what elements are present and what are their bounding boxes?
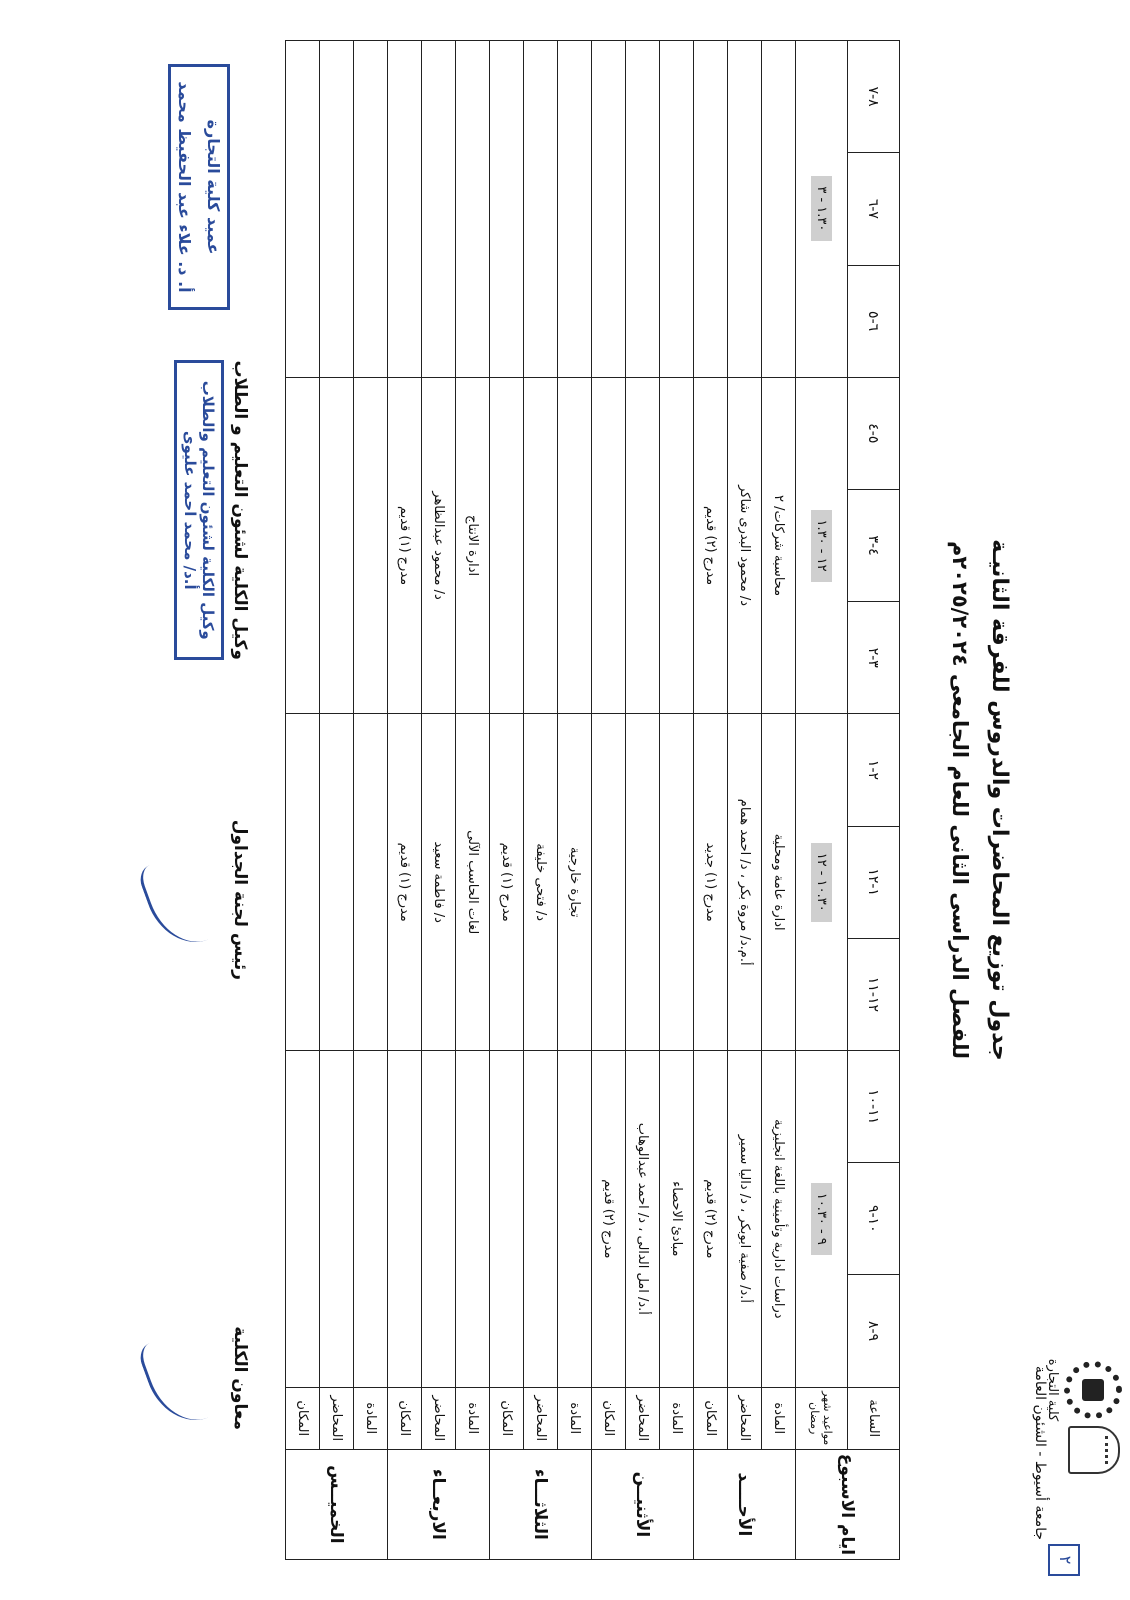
slot-lecturer — [320, 714, 354, 1051]
slot-place: مدرج (١) قديم — [388, 714, 422, 1051]
slot-subject — [354, 714, 388, 1051]
slot-lecturer — [524, 377, 558, 714]
slot-place: مدرج (١) قديم — [388, 377, 422, 714]
row-label-subject: المادة — [660, 1387, 694, 1449]
slot-place — [592, 41, 626, 378]
slot-subject — [354, 377, 388, 714]
hour-cell: ٤-٣ — [848, 489, 900, 601]
day-row-lecturer — [422, 41, 456, 1560]
page-subtitle: للفصل الدراسى الثانى للعام الجامعى ٢٠٢٥/٢٠٢٤م — [948, 540, 972, 1060]
slot-subject — [456, 41, 490, 378]
slot-subject: ادارة الانتاج — [456, 377, 490, 714]
day-row-place — [388, 41, 422, 1560]
day-row-lecturer — [524, 41, 558, 1560]
page-number: ٢ — [1048, 1544, 1080, 1576]
day-row-subject — [558, 41, 592, 1560]
slot-subject — [660, 41, 694, 378]
slot-lecturer — [320, 41, 354, 378]
row-label-place: المكان — [592, 1387, 626, 1449]
slot-lecturer — [626, 714, 660, 1051]
slot-lecturer — [524, 1051, 558, 1388]
slot-subject — [660, 714, 694, 1051]
slot-place — [592, 714, 626, 1051]
slot-place — [286, 377, 320, 714]
slot-place — [490, 41, 524, 378]
slot-subject — [354, 1051, 388, 1388]
day-name: الاربعــاء — [388, 1449, 490, 1559]
hour-cell: ١٢-١١ — [848, 938, 900, 1050]
slot-subject — [558, 41, 592, 378]
row-label-place: المكان — [286, 1387, 320, 1449]
row-label-place: المكان — [694, 1387, 728, 1449]
slot-lecturer — [728, 41, 762, 378]
slot-subject — [660, 377, 694, 714]
row-label-place: المكان — [388, 1387, 422, 1449]
hour-cell: ١-١٢ — [848, 826, 900, 938]
hour-cell: ٦-٥ — [848, 265, 900, 377]
row-label-lecturer: المحاضر — [626, 1387, 660, 1449]
slot-place — [694, 41, 728, 378]
row-label-lecturer: المحاضر — [728, 1387, 762, 1449]
slot-subject — [558, 1051, 592, 1388]
slot-place: مدرج (١) قديم — [490, 714, 524, 1051]
hour-cell: ٥-٤ — [848, 377, 900, 489]
slot-subject: محاسبة شركات/ ٢ — [762, 377, 796, 714]
slot-subject — [354, 41, 388, 378]
slot-lecturer: د/ محمود عبدالظاهر — [422, 377, 456, 714]
faculty-logo — [1045, 1330, 1122, 1450]
ramadan-label: مواعيد شهر رمضان — [796, 1387, 848, 1449]
slot-place — [490, 377, 524, 714]
slot-lecturer — [422, 1051, 456, 1388]
corner-label: ايام الاسبوع — [796, 1449, 900, 1559]
vice-dean-stamp: وكيل الكلية لشئون التعليم والطلاب أ.د/ محمد احمد عليوى — [174, 360, 224, 660]
slot-lecturer: د/ محمود البدرى شاكر — [728, 377, 762, 714]
row-label-subject: المادة — [558, 1387, 592, 1449]
slot-lecturer — [626, 41, 660, 378]
ramadan-time: ١.٣٠ - ٣ — [796, 41, 848, 378]
slot-subject: تجارة خارجية — [558, 714, 592, 1051]
hour-label: الساعة — [848, 1387, 900, 1449]
slot-subject: مبادئ الاحصاء — [660, 1051, 694, 1388]
hour-cell: ٢-١ — [848, 714, 900, 826]
slot-lecturer: أ.د/ صفية ابوبكر ، د/ داليا سمير — [728, 1051, 762, 1388]
day-name: الثلاثـــاء — [490, 1449, 592, 1559]
hour-cell: ٩-٨ — [848, 1275, 900, 1387]
vice-dean-signature: معاون الكلية — [149, 1326, 250, 1430]
day-name: الأثنيــن — [592, 1449, 694, 1559]
slot-subject — [456, 1051, 490, 1388]
signature-scribble-icon — [136, 845, 235, 955]
day-row-lecturer — [626, 41, 660, 1560]
day-row-place — [592, 41, 626, 1560]
slot-place: مدرج (٢) قديم — [592, 1051, 626, 1388]
slot-lecturer — [320, 1051, 354, 1388]
slot-lecturer: أ.د/ امل الدالى ، د/ احمد عبدالوهاب — [626, 1051, 660, 1388]
hour-cell: ٧-٦ — [848, 153, 900, 265]
faculty-name: كلية التجارة — [1045, 1358, 1060, 1422]
slot-subject: لغات الحاسب الآلى — [456, 714, 490, 1051]
slot-lecturer: د/ فتحى خليفة — [524, 714, 558, 1051]
hour-cell: ١٠-٩ — [848, 1163, 900, 1275]
slot-subject — [558, 377, 592, 714]
day-row-place — [286, 41, 320, 1560]
slot-place: مدرج (٢) قديم — [694, 1051, 728, 1388]
slot-place — [592, 377, 626, 714]
slot-lecturer: د/ فاطمة سعيد — [422, 714, 456, 1051]
slot-place: مدرج (٢) قديم — [694, 377, 728, 714]
day-row-subject — [762, 41, 796, 1560]
ramadan-time: ٩ - ١٠.٣٠ — [796, 1051, 848, 1388]
slot-place: مدرج (١) جديد — [694, 714, 728, 1051]
slot-subject: ادارة عامة ومحلية — [762, 714, 796, 1051]
day-row-subject — [354, 41, 388, 1560]
vice-dean-education-signature: وكيل الكلية لشئون التعليم و الطلاب وكيل الكلية لشئون التعليم والطلاب أ.د/ محمد احمد عليوى — [174, 360, 250, 660]
row-label-lecturer: المحاضر — [524, 1387, 558, 1449]
hours-row — [848, 41, 900, 1560]
day-name: الأحــــد — [694, 1449, 796, 1559]
slot-place — [490, 1051, 524, 1388]
page-title: جدول توزيع المحاضرات والدروس للفرقة الثانيـة — [987, 539, 1012, 1061]
row-label-place: المكان — [490, 1387, 524, 1449]
day-row-place — [694, 41, 728, 1560]
row-label-subject: المادة — [762, 1387, 796, 1449]
committee-head-signature: رئيس لجنة الجداول — [149, 820, 250, 980]
slot-place — [286, 41, 320, 378]
row-label-lecturer: المحاضر — [320, 1387, 354, 1449]
slot-place — [388, 41, 422, 378]
faculty-emblem-icon — [1064, 1361, 1122, 1419]
slot-subject — [762, 41, 796, 378]
university-name: جامعة أسيوط - الشئون العامة — [1032, 1365, 1048, 1540]
slot-subject: دراسات ادارية وتأمينية باللغة انجليزية — [762, 1051, 796, 1388]
hour-cell: ٨-٧ — [848, 41, 900, 153]
dean-stamp: عميد كلية التجارة أ. د. علاء عبد الحفيظ محمد — [168, 64, 230, 310]
hour-cell: ٣-٢ — [848, 602, 900, 714]
day-row-subject — [456, 41, 490, 1560]
day-row-subject — [660, 41, 694, 1560]
day-row-place — [490, 41, 524, 1560]
signatures — [20, 40, 250, 1560]
slot-lecturer — [626, 377, 660, 714]
slot-lecturer — [422, 41, 456, 378]
day-row-lecturer — [728, 41, 762, 1560]
day-name: الخميــس — [286, 1449, 388, 1559]
row-label-lecturer: المحاضر — [422, 1387, 456, 1449]
ramadan-row — [796, 41, 848, 1560]
slot-place — [286, 1051, 320, 1388]
row-label-subject: المادة — [354, 1387, 388, 1449]
slot-place — [388, 1051, 422, 1388]
slot-lecturer — [524, 41, 558, 378]
ramadan-time: ١٠.٣٠ - ١٢ — [796, 714, 848, 1051]
day-row-lecturer — [320, 41, 354, 1560]
signature-scribble-icon — [136, 1323, 235, 1433]
slot-place — [286, 714, 320, 1051]
ramadan-time: ١٢ - ١.٣٠ — [796, 377, 848, 714]
row-label-subject: المادة — [456, 1387, 490, 1449]
schedule-table — [285, 40, 900, 1560]
slot-lecturer: أ.م.د/ مروة بكر ، د/ احمد همام — [728, 714, 762, 1051]
slot-lecturer — [320, 377, 354, 714]
hour-cell: ١١-١٠ — [848, 1051, 900, 1163]
